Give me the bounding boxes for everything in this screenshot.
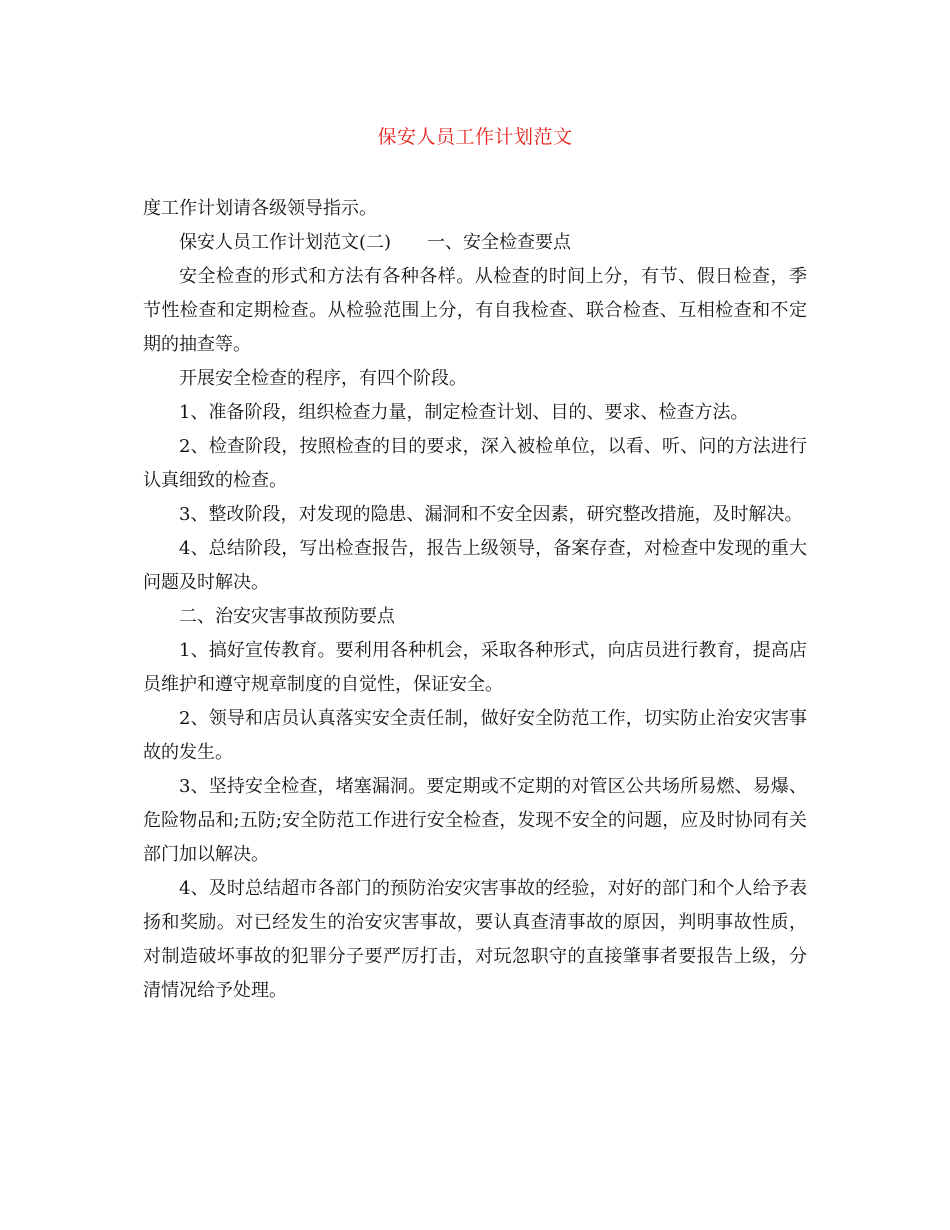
paragraph-inspection-forms: 安全检查的形式和方法有各种各样。从检查的时间上分，有节、假日检查，季节性检查和定期检查。从检验范围上分，有自我检查、联合检查、互相检查和不定期的抽查等。: [143, 266, 807, 355]
section-heading-left: 保安人员工作计划范文(二): [179, 232, 392, 253]
subheading-prevention: 二、治安灾害事故预防要点: [179, 606, 395, 627]
paragraph-prevention-4: 4、及时总结超市各部门的预防治安灾害事故的经验，对好的部门和个人给予表扬和奖励。对已经发生的治安灾害事故，要认真查清事故的原因，判明事故性质，对制造破坏事故的犯罪分子要严厉打击，对玩忽职守的直接肇事者要报告上级，分清情况给予处理。: [143, 878, 807, 1001]
paragraph-prevention-2: 2、领导和店员认真落实安全责任制，做好安全防范工作，切实防止治安灾害事故的发生。: [143, 708, 807, 763]
paragraph-step-inspect: 2、检查阶段，按照检查的目的要求，深入被检单位，以看、听、问的方法进行认真细致的检查。: [143, 436, 807, 491]
document-title: 保安人员工作计划范文: [377, 126, 573, 148]
intro-line: 度工作计划请各级领导指示。: [143, 198, 377, 219]
paragraph-step-rectify: 3、整改阶段，对发现的隐患、漏洞和不安全因素，研究整改措施，及时解决。: [179, 504, 803, 525]
section-heading: [143, 226, 807, 260]
paragraph-step-summarize: 4、总结阶段，写出检查报告，报告上级领导，备案存查，对检查中发现的重大问题及时解决。: [143, 538, 807, 593]
paragraph-prevention-3: 3、坚持安全检查，堵塞漏洞。要定期或不定期的对管区公共场所易燃、易爆、危险物品和;五防;安全防范工作进行安全检查，发现不安全的问题，应及时协同有关部门加以解决。: [143, 776, 807, 865]
section-heading-right: 一、安全检查要点: [427, 232, 572, 253]
paragraph-step-prepare: 1、准备阶段，组织检查力量，制定检查计划、目的、要求、检查方法。: [179, 402, 749, 423]
document-body: [143, 192, 807, 1008]
paragraph-inspection-procedure: 开展安全检查的程序，有四个阶段。: [179, 368, 467, 389]
paragraph-prevention-1: 1、搞好宣传教育。要利用各种机会，采取各种形式，向店员进行教育，提高店员维护和遵守规章制度的自觉性，保证安全。: [143, 640, 807, 695]
